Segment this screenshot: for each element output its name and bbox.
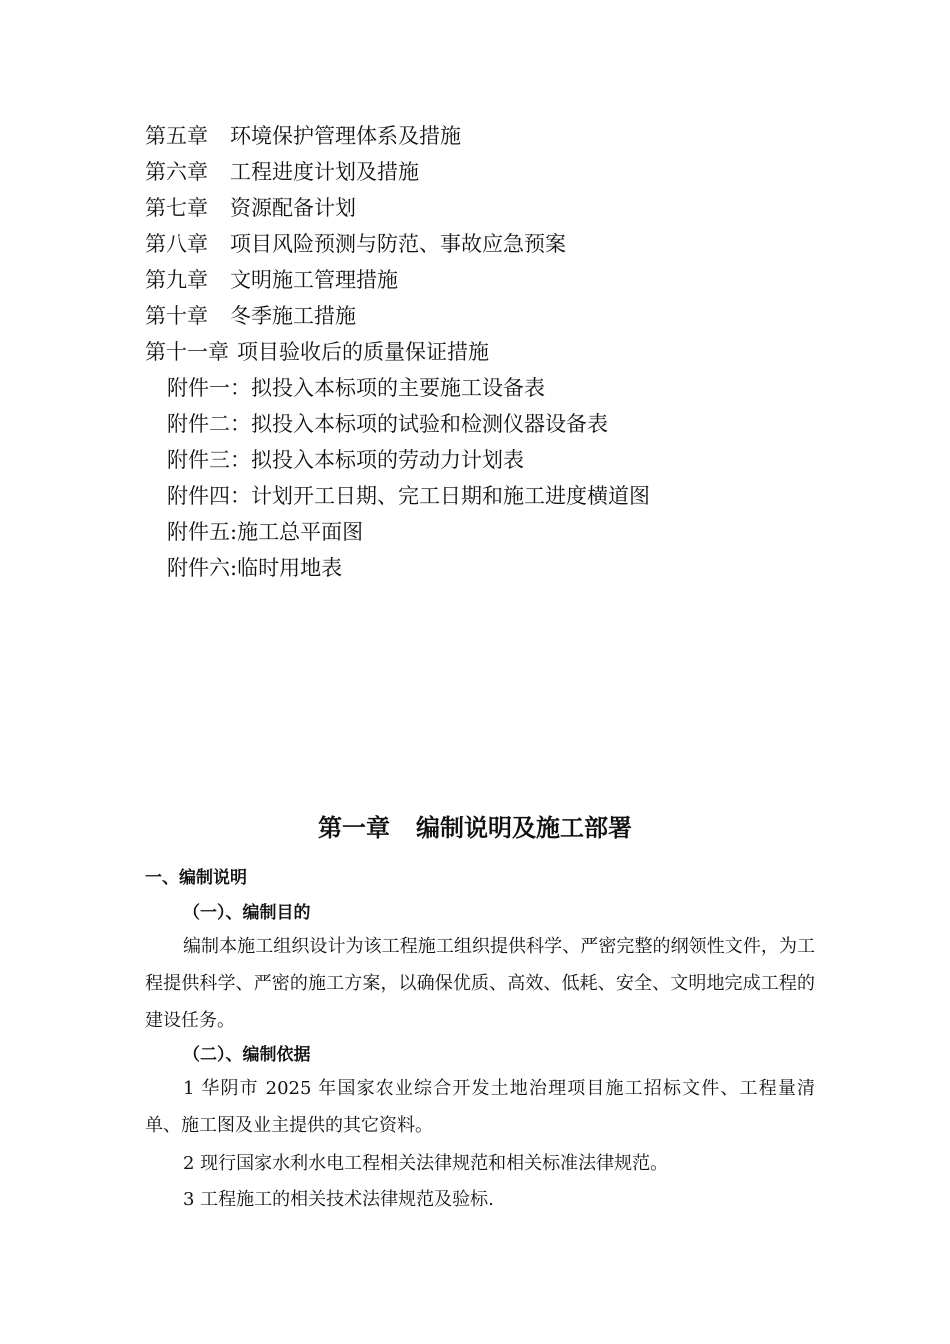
- toc-chapter-title: 项目风险预测与防范、事故应急预案: [230, 232, 566, 256]
- toc-entry-ch5[interactable]: [145, 122, 461, 150]
- toc-entry-ch10[interactable]: [145, 302, 356, 330]
- toc-chapter-title: 环境保护管理体系及措施: [230, 124, 461, 148]
- toc-chapter-number: 第九章: [145, 268, 208, 292]
- chapter-title: 编制说明及施工部署: [416, 814, 632, 842]
- toc-entry-ch8[interactable]: [145, 230, 566, 258]
- toc-entry-ch7[interactable]: [145, 194, 356, 222]
- toc-annex-4[interactable]: 附件四：计划开工日期、完工日期和施工进度横道图: [167, 484, 650, 508]
- toc-chapter-number: 第五章: [145, 124, 208, 148]
- subsection-heading-basis: （二）、编制依据: [183, 1045, 311, 1065]
- chapter-heading: [0, 812, 950, 844]
- toc-annex-5[interactable]: 附件五:施工总平面图: [167, 520, 364, 544]
- toc-chapter-title: 冬季施工措施: [230, 304, 356, 328]
- toc-annex-6[interactable]: 附件六:临时用地表: [167, 556, 343, 580]
- toc-chapter-title: 项目验收后的质量保证措施: [237, 340, 489, 364]
- toc-chapter-title: 文明施工管理措施: [230, 268, 398, 292]
- basis-item-2: 2 现行国家水利水电工程相关法律规范和相关标准法律规范。: [183, 1153, 669, 1174]
- toc-chapter-number: 第八章: [145, 232, 208, 256]
- toc-annex-1[interactable]: 附件一：拟投入本标项的主要施工设备表: [167, 376, 545, 400]
- toc-chapter-number: 第七章: [145, 196, 208, 220]
- toc-annex-2[interactable]: 附件二：拟投入本标项的试验和检测仪器设备表: [167, 412, 608, 436]
- section-heading: 一、编制说明: [145, 868, 247, 888]
- toc-chapter-number: 第十一章: [145, 340, 229, 364]
- basis-item-1: 1 华阴市 2025 年国家农业综合开发土地治理项目施工招标文件、工程量清单、施工图及业主提供的其它资料。: [145, 1078, 815, 1136]
- purpose-paragraph: 编制本施工组织设计为该工程施工组织提供科学、严密完整的纲领性文件，为工程提供科学、严密的施工方案，以确保优质、高效、低耗、安全、文明地完成工程的建设任务。: [145, 936, 815, 1031]
- toc-chapter-number: 第六章: [145, 160, 208, 184]
- toc-chapter-number: 第十章: [145, 304, 208, 328]
- chapter-number: 第一章: [318, 814, 390, 842]
- toc-chapter-title: 资源配备计划: [230, 196, 356, 220]
- subsection-heading-purpose: （一）、编制目的: [183, 903, 311, 923]
- toc-entry-ch6[interactable]: [145, 158, 419, 186]
- toc-chapter-title: 工程进度计划及措施: [230, 160, 419, 184]
- toc-annex-3[interactable]: 附件三：拟投入本标项的劳动力计划表: [167, 448, 524, 472]
- toc-entry-ch11[interactable]: [145, 338, 489, 366]
- toc-entry-ch9[interactable]: [145, 266, 398, 294]
- basis-item-3: 3 工程施工的相关技术法律规范及验标.: [183, 1189, 494, 1210]
